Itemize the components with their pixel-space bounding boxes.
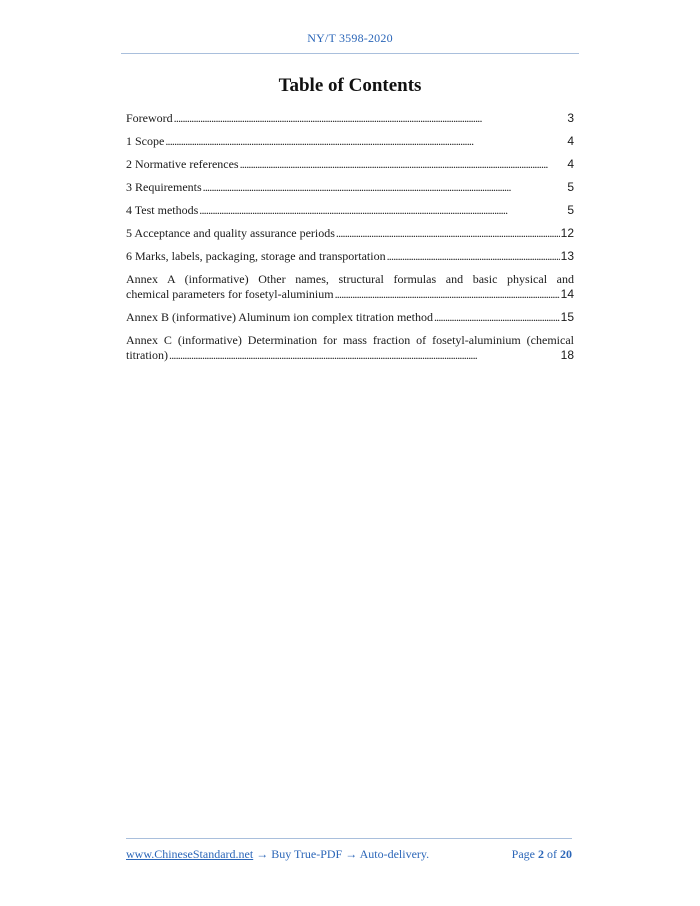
buy-true-pdf-link[interactable]: Buy True-PDF	[271, 847, 343, 861]
toc-entry-foreword[interactable]	[126, 111, 574, 126]
toc-entry-page: 12	[560, 226, 574, 240]
toc-entry-label: 3 Requirements	[126, 180, 202, 194]
toc-leader-dots	[174, 111, 567, 126]
header-divider	[121, 53, 579, 54]
toc-entry-label-line2: chemical parameters for fosetyl-aluminium	[126, 287, 334, 301]
toc-leader-dots	[434, 310, 560, 325]
toc-leader-dots	[336, 226, 560, 241]
toc-entry-label: 1 Scope	[126, 134, 165, 148]
toc-entry-page: 5	[567, 180, 574, 194]
page-total: 20	[560, 847, 572, 861]
toc-entry-marks-labels[interactable]	[126, 249, 574, 264]
auto-delivery-text: Auto-delivery.	[359, 847, 430, 861]
toc-leader-dots	[165, 134, 566, 149]
toc-title: Table of Contents	[278, 75, 422, 96]
page-of: of	[547, 847, 557, 861]
toc-entry-label: Annex B (informative) Aluminum ion complex titration method	[126, 310, 433, 324]
toc-entry-label: 5 Acceptance and quality assurance periods	[126, 226, 335, 240]
toc-leader-dots	[335, 287, 560, 302]
toc-entry-label: 2 Normative references	[126, 157, 239, 171]
toc-entry-label-line1: Annex A (informative) Other names, structural formulas and basic physical and	[126, 272, 574, 286]
toc-entry-label: Foreword	[126, 111, 173, 125]
toc-entry-line2	[126, 287, 574, 302]
toc-entry-label: 4 Test methods	[126, 203, 199, 217]
site-link[interactable]: www.ChineseStandard.net	[126, 847, 254, 861]
toc-leader-dots	[199, 203, 566, 218]
toc-entry-label-line1: Annex C (informative) Determination for mass fraction of fosetyl-aluminium (chemical	[126, 333, 574, 347]
page-word: Page	[511, 847, 535, 861]
toc-entry-annex-c[interactable]	[126, 333, 574, 363]
arrow-icon: →	[345, 847, 358, 861]
toc-leader-dots	[240, 157, 567, 172]
toc-leader-dots	[387, 249, 560, 264]
toc-entry-page: 15	[560, 310, 574, 324]
toc-entry-line2	[126, 348, 574, 363]
toc-entry-page: 18	[560, 348, 574, 362]
toc-entry-annex-a[interactable]	[126, 272, 574, 302]
toc-entry-normative-references[interactable]	[126, 157, 574, 172]
footer-promo	[126, 847, 429, 862]
table-of-contents	[126, 111, 574, 371]
toc-entry-page: 4	[567, 157, 574, 171]
toc-entry-label: 6 Marks, labels, packaging, storage and transportation	[126, 249, 386, 263]
footer-divider	[126, 838, 572, 839]
toc-entry-page: 14	[560, 287, 574, 301]
toc-entry-page: 13	[560, 249, 574, 263]
toc-entry-test-methods[interactable]	[126, 203, 574, 218]
toc-entry-page: 3	[567, 111, 574, 125]
toc-entry-annex-b[interactable]	[126, 310, 574, 325]
toc-leader-dots	[169, 348, 560, 363]
standard-code-header: NY/T 3598-2020	[307, 31, 393, 45]
page-indicator	[512, 847, 572, 862]
toc-entry-label-line2: titration)	[126, 348, 168, 362]
page-current: 2	[538, 847, 544, 861]
toc-entry-scope[interactable]	[126, 134, 574, 149]
toc-entry-requirements[interactable]	[126, 180, 574, 195]
toc-leader-dots	[203, 180, 567, 195]
toc-entry-acceptance-periods[interactable]	[126, 226, 574, 241]
toc-entry-page: 4	[567, 134, 574, 148]
arrow-icon: →	[256, 847, 269, 861]
toc-entry-page: 5	[567, 203, 574, 217]
